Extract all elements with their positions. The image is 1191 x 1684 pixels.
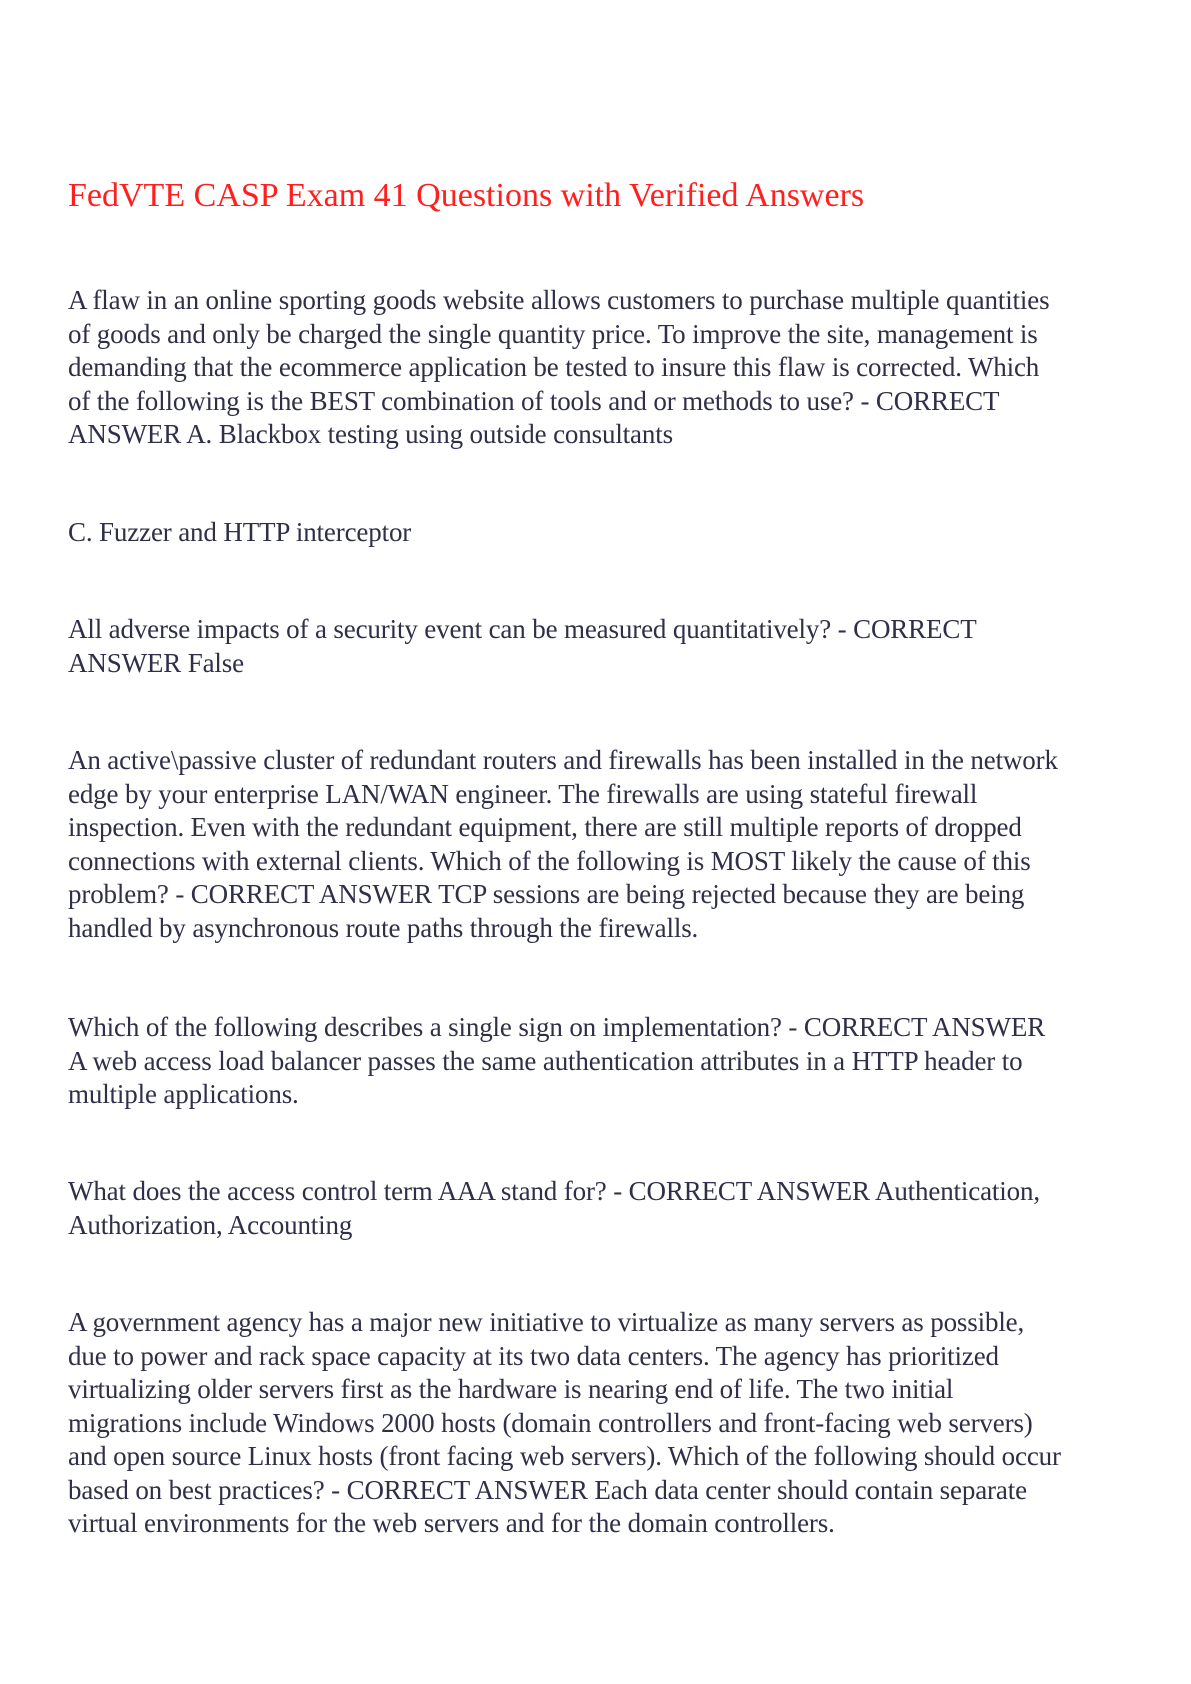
text-line: connections with external clients. Which of the following is MOST likely the cause of this [68,845,1031,876]
text-line: virtualizing older servers first as the hardware is nearing end of life. The two initial [68,1374,954,1404]
qa-block [68,284,1128,452]
text-line: A government agency has a major new initiative to virtualize as many servers as possible, [68,1307,1025,1337]
text-line: handled by asynchronous route paths through the firewalls. [68,912,699,943]
text-line: Which of the following describes a single sign on implementation? - CORRECT ANSWER [68,1012,1046,1042]
text-line: ANSWER False [68,647,244,678]
text-line: demanding that the ecommerce application be tested to insure this flaw is corrected. Which [68,352,1040,382]
text-line: based on best practices? - CORRECT ANSWER Each data center should contain separate [68,1474,1027,1505]
text-line: All adverse impacts of a security event can be measured quantitatively? - CORRECT [68,614,977,644]
text-line: An active\passive cluster of redundant routers and firewalls has been installed in the network [68,745,1058,775]
qa-block [68,613,1128,680]
text-line: What does the access control term AAA stand for? - CORRECT ANSWER Authentication, [68,1176,1040,1206]
text-line: A flaw in an online sporting goods website allows customers to purchase multiple quantities [68,285,1050,315]
text-line: virtual environments for the web servers and for the domain controllers. [68,1508,835,1538]
text-line: problem? - CORRECT ANSWER TCP sessions are being rejected because they are being [68,879,1025,909]
text-line: ANSWER A. Blackbox testing using outside consultants [68,419,673,449]
qa-block [68,1306,1128,1541]
qa-block [68,1011,1128,1112]
text-line: Authorization, Accounting [68,1209,353,1240]
text-line: A web access load balancer passes the same authentication attributes in a HTTP header to [68,1045,1023,1076]
text-line: multiple applications. [68,1079,299,1109]
text-line: migrations include Windows 2000 hosts (domain controllers and front-facing web servers) [68,1407,1033,1438]
document-title: FedVTE CASP Exam 41 Questions with Verified Answers [68,177,865,214]
qa-block [68,1175,1128,1242]
text-line: inspection. Even with the redundant equipment, there are still multiple reports of dropped [68,812,1022,842]
text-line: C. Fuzzer and HTTP interceptor [68,517,412,547]
qa-block [68,744,1128,945]
text-line: of goods and only be charged the single quantity price. To improve the site, management is [68,318,1038,349]
text-line: and open source Linux hosts (front facing web servers). Which of the following should occur [68,1441,1061,1471]
qa-block [68,516,1128,550]
text-line: due to power and rack space capacity at its two data centers. The agency has prioritized [68,1340,999,1371]
text-line: of the following is the BEST combination of tools and or methods to use? - CORRECT [68,385,1000,416]
text-line: edge by your enterprise LAN/WAN engineer. The firewalls are using stateful firewall [68,778,978,809]
